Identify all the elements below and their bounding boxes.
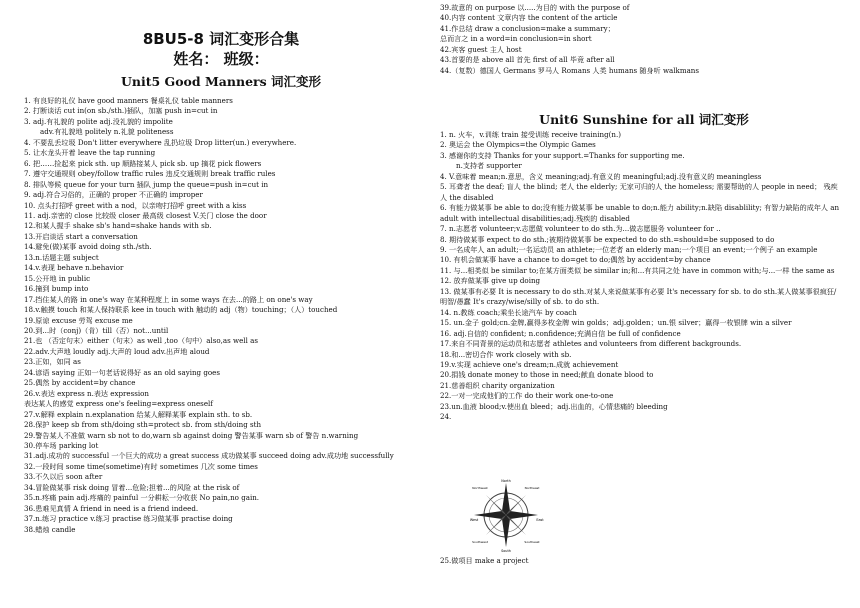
unit6-vocab-line: 12. 放弃做某事 give up doing <box>440 276 541 286</box>
unit6-vocab-line: 14. n.教练 coach;乘坐长途汽车 by coach <box>440 307 577 317</box>
unit5-vocab-line: 19.原谅 excuse 劳驾 excuse me <box>24 315 133 325</box>
unit6-vocab-line: 24. <box>440 412 452 422</box>
unit5-vocab-line: 12.和某人握手 shake sb's hand=shake hands with sb. <box>24 221 212 231</box>
compass-west-label: West <box>469 518 479 522</box>
unit5-vocab-line: 24.谚语 saying 正如一句老话说得好 as an old saying goes <box>24 367 221 377</box>
compass-southwest-label: Southwest <box>472 540 488 544</box>
unit5-vocab-line: 20.到...时（conj)（肯）till（否）not...until <box>24 325 169 335</box>
unit6-vocab-line: 11. 与...相类似 be similar to;在某方面类似 be similar in;和...有共同之处 have in common with;与...一样 the same as <box>440 265 835 275</box>
unit5-vocab-line: 表达某人的感觉 express one's feeling=express oneself <box>24 399 213 409</box>
unit5-vocab-line: 1. 有良好的礼仪 have good manners 餐桌礼仪 table manners <box>24 96 233 105</box>
unit5-vocab-cont-line: 44.（复数）德国人 Germans 罗马人 Romans 人类 humans 随身听 walkmans <box>440 65 700 75</box>
unit6-vocab-line: 10. 有机会做某事 have a chance to do=get to do;偶然 by accident=by chance <box>440 255 711 265</box>
compass-northwest-label: Northwest <box>472 486 488 490</box>
unit5-vocab-line: 14.v.表现 behave n.behavior <box>24 263 124 273</box>
unit5-vocab-cont-line: 41.作总结 draw a conclusion=make a summary； <box>440 23 615 33</box>
unit5-vocab-line: 25.偶然 by accident=by chance <box>24 378 136 388</box>
unit5-vocab-line: 35.n.疼痛 pain adj.疼痛的 painful 一分耕耘一分收获 No pain,no gain. <box>24 493 260 503</box>
unit5-vocab-line: 8. 排队等候 queue for your turn 插队 jump the queue=push in=cut in <box>24 179 269 189</box>
unit5-vocab-cont-line: 42.宾客 guest 主人 host <box>440 44 522 54</box>
unit6-vocab-line: 4. V.意味着 mean;n.意思，含义 meaning;adj.有意义的 meaningful;adj.没有意义的 meaningless <box>440 171 762 181</box>
unit5-vocab-line: 7. 遵守交通规则 obey/follow traffic rules 违反交通规则 break traffic rules <box>24 169 276 179</box>
unit6-item-25: 25.做项目 make a project <box>440 556 529 565</box>
unit5-vocab-cont-line: 40.内容 content 文章内容 the content of the article <box>440 13 618 23</box>
unit5-vocab-line: 38.蜡烛 candle <box>24 524 76 534</box>
unit5-vocab-line: 26.v.表达 express n.表达 expression <box>24 388 149 398</box>
unit5-vocab-line: 31.adj.成功的 successful 一个巨大的成功 a great success 成功做某事 succeed doing adv.成功地 successfully <box>24 451 394 461</box>
unit5-vocab-line: 11. adj.亲密的 close 比较级 closer 最高级 closest V.关门 close the door <box>24 210 267 220</box>
unit6-vocab-line: 8. 期待做某事 expect to do sth.;被期待做某事 be expected to do sth.=should=be supposed to do <box>440 234 775 244</box>
compass-east-label: East <box>536 518 544 522</box>
unit6-vocab-line: 5. 耳聋者 the deaf; 盲人 the blind; 老人 the elderly; 无家可归的人 the homeless; 需要帮助的人 people in need； 残疾人 the disabled <box>440 182 838 202</box>
unit6-title: Unit6 Sunshine for all 词汇变形 <box>539 112 749 127</box>
compass-northeast-label: Northeast <box>524 486 540 490</box>
unit5-vocab-cont-line: 总而言之 in a word=in conclusion=in short <box>440 34 592 44</box>
unit6-vocab-line: 16. adj.自信的 confident; n.confidence;充满自信 be full of confidence <box>440 328 681 338</box>
unit5-vocab-line: 9. adj.符合习俗的，正确的 proper 不正确的 improper <box>24 190 203 200</box>
compass-south-label: South <box>501 549 511 553</box>
unit5-vocab-line: 36.患难见真情 A friend in need is a friend indeed. <box>24 503 199 513</box>
unit5-vocab-line: 16.撞到 bump into <box>24 284 89 294</box>
unit6-vocab-line: 22.一对一完成他们的工作 do their work one-to-one <box>440 391 614 401</box>
unit5-vocab-line: 10. 点头打招呼 greet with a nod，以亲吻打招呼 greet with a kiss <box>24 200 247 210</box>
unit6-vocab-line: 19.v.实现 achieve one's dream;n.成就 achievement <box>440 359 619 369</box>
unit5-vocab-line: 2. 打断谈话 cut in(on sb./sth.)插队，加塞 push in=cut in <box>24 106 218 116</box>
unit5-vocab-line: 4. 不要乱丢垃圾 Don't litter everywhere 乱扔垃圾 Drop litter(un.) everywhere. <box>24 137 297 147</box>
unit6-vocab-line: 3. 感谢你的支持 Thanks for your support.=Thanks for supporting me. <box>440 150 685 160</box>
unit5-vocab-line: 22.adv.大声地 loudly adj.大声的 loud adv.出声地 aloud <box>24 346 210 356</box>
unit5-title: Unit5 Good Manners 词汇变形 <box>120 74 322 89</box>
compass-southeast-label: Southeast <box>524 540 540 544</box>
unit5-vocab-cont-line: 39.故意的 on purpose 以.....为目的 with the purpose of <box>440 3 630 12</box>
unit5-vocab-line: 34.冒险做某事 risk doing 冒着...危险;担着...的风险 at the risk of <box>24 482 240 492</box>
unit5-vocab-line: 15.公开地 in public <box>24 273 91 283</box>
unit5-vocab-list-continued <box>440 3 840 76</box>
unit5-vocab-line: adv.有礼貌地 politely n.礼貌 politeness <box>40 127 174 137</box>
unit6-vocab-line: 21.慈善组织 charity organization <box>440 380 555 390</box>
unit5-vocab-line: 6. 把……捡起来 pick sth. up 顺路接某人 pick sb. up 摘花 pick flowers <box>24 158 262 168</box>
unit6-vocab-list <box>440 130 840 423</box>
unit6-vocab-line: 17.来自不同背景的运动员和志愿者 athletes and volunteers from different backgrounds. <box>440 339 742 349</box>
unit6-vocab-line: 1. n. 火车，v.训练 train 接受训练 receive training(n.) <box>440 130 621 139</box>
unit5-vocab-line: 21.也 （否定句末）either（句末）as well ,too（句中）also,as well as <box>24 336 258 346</box>
unit5-vocab-line: 14.避免(做)某事 avoid doing sth./sth. <box>24 242 152 252</box>
unit5-vocab-line: 32.一段时间 some time(sometime)有时 sometimes 几次 some times <box>24 461 258 471</box>
unit6-vocab-line: 23.un.血液 blood;v.使出血 bleed；adj.出血的，心情悲痛的 bleeding <box>440 401 668 411</box>
unit5-vocab-line: 5. 让水龙头开着 leave the tap running <box>24 148 156 158</box>
unit5-vocab-cont-line: 43.首要的是 above all 首先 first of all 毕竟 after all <box>440 55 615 65</box>
unit5-vocab-line: 13.n.话题主题 subject <box>24 252 99 262</box>
unit6-vocab-line: 13. 做某事有必要 It is necessary to do sth.对某人来说做某事有必要 It's necessary for sb. to do sth.某人做某事很疯狂/明智/愚蠢 It's crazy/wise/silly of sb. to do sth. <box>440 286 837 307</box>
unit5-vocab-line: 29.警告某人不准做 warn sb not to do,warn sb against doing 警告某事 warn sb of 警告 n.warning <box>24 430 359 440</box>
unit5-vocab-list <box>24 96 424 535</box>
unit5-vocab-line: 30.停车场 parking lot <box>24 440 99 450</box>
unit6-vocab-line: 9. 一名成年人 an adult;一名运动员 an athlete;一位老者 an elderly man;一个项目 an event;一个例子 an example <box>440 244 818 254</box>
unit6-vocab-line: 20.捐钱 donate money to those in need;献血 donate blood to <box>440 370 654 380</box>
compass-rose-image <box>468 477 544 553</box>
unit5-vocab-line: 13.开启谈话 start a conversation <box>24 231 138 241</box>
unit6-vocab-line: 6. 有能力做某事 be able to do;没有能力做某事 be unable to do;n.能力 ability;n.缺陷 disablility; 有智力缺陷的成年人 an adult with intellectual disabilities;adj.残疾的 disabled <box>440 203 840 223</box>
unit5-vocab-line: 28.保护 keep sb from sth/doing sth=protect sb. from sth/doing sth <box>24 420 262 430</box>
unit5-vocab-line: 17.挡住某人的路 in one's way 在某种程度上 in some ways 在去...的路上 on one's way <box>24 294 313 304</box>
right-column <box>432 0 856 608</box>
unit6-vocab-line: 7. n.志愿者 volunteer;v.志愿做 volunteer to do sth.为...做志愿服务 volunteer for .. <box>440 224 721 234</box>
unit5-vocab-line: 33.不久以后 soon after <box>24 472 103 482</box>
unit5-vocab-line: 27.v.解释 explain n.explanation 给某人解释某事 explain sth. to sb. <box>24 409 253 419</box>
unit5-vocab-line: 23.正如，如同 as <box>24 357 81 367</box>
name-class-line: 姓名： 班级： <box>173 50 269 68</box>
unit6-vocab-line: 2. 奥运会 the Olympics=the Olympic Games <box>440 140 596 150</box>
unit5-vocab-line: 3. adj.有礼貌的 polite adj.没礼貌的 impolite <box>24 116 173 126</box>
unit6-vocab-line: 18.和...密切合作 work closely with sb. <box>440 349 572 359</box>
document-title: 8BU5-8 词汇变形合集 <box>142 30 300 48</box>
unit5-vocab-line: 37.n.练习 practice v.练习 practise 练习做某事 practise doing <box>24 514 233 524</box>
compass-north-label: North <box>501 479 511 483</box>
unit5-vocab-line: 18.v.触摸 touch 和某人保持联系 kee in touch with 触动的 adj（物）touching；（人）touched <box>24 305 338 315</box>
unit6-vocab-line: n.支持者 supporter <box>456 161 522 171</box>
unit6-vocab-line: 15. un.金子 gold;cn.金牌,赢得多枚金牌 win golds；adj.golden；un.银 silver；赢得一枚银牌 win a silver <box>440 318 792 328</box>
